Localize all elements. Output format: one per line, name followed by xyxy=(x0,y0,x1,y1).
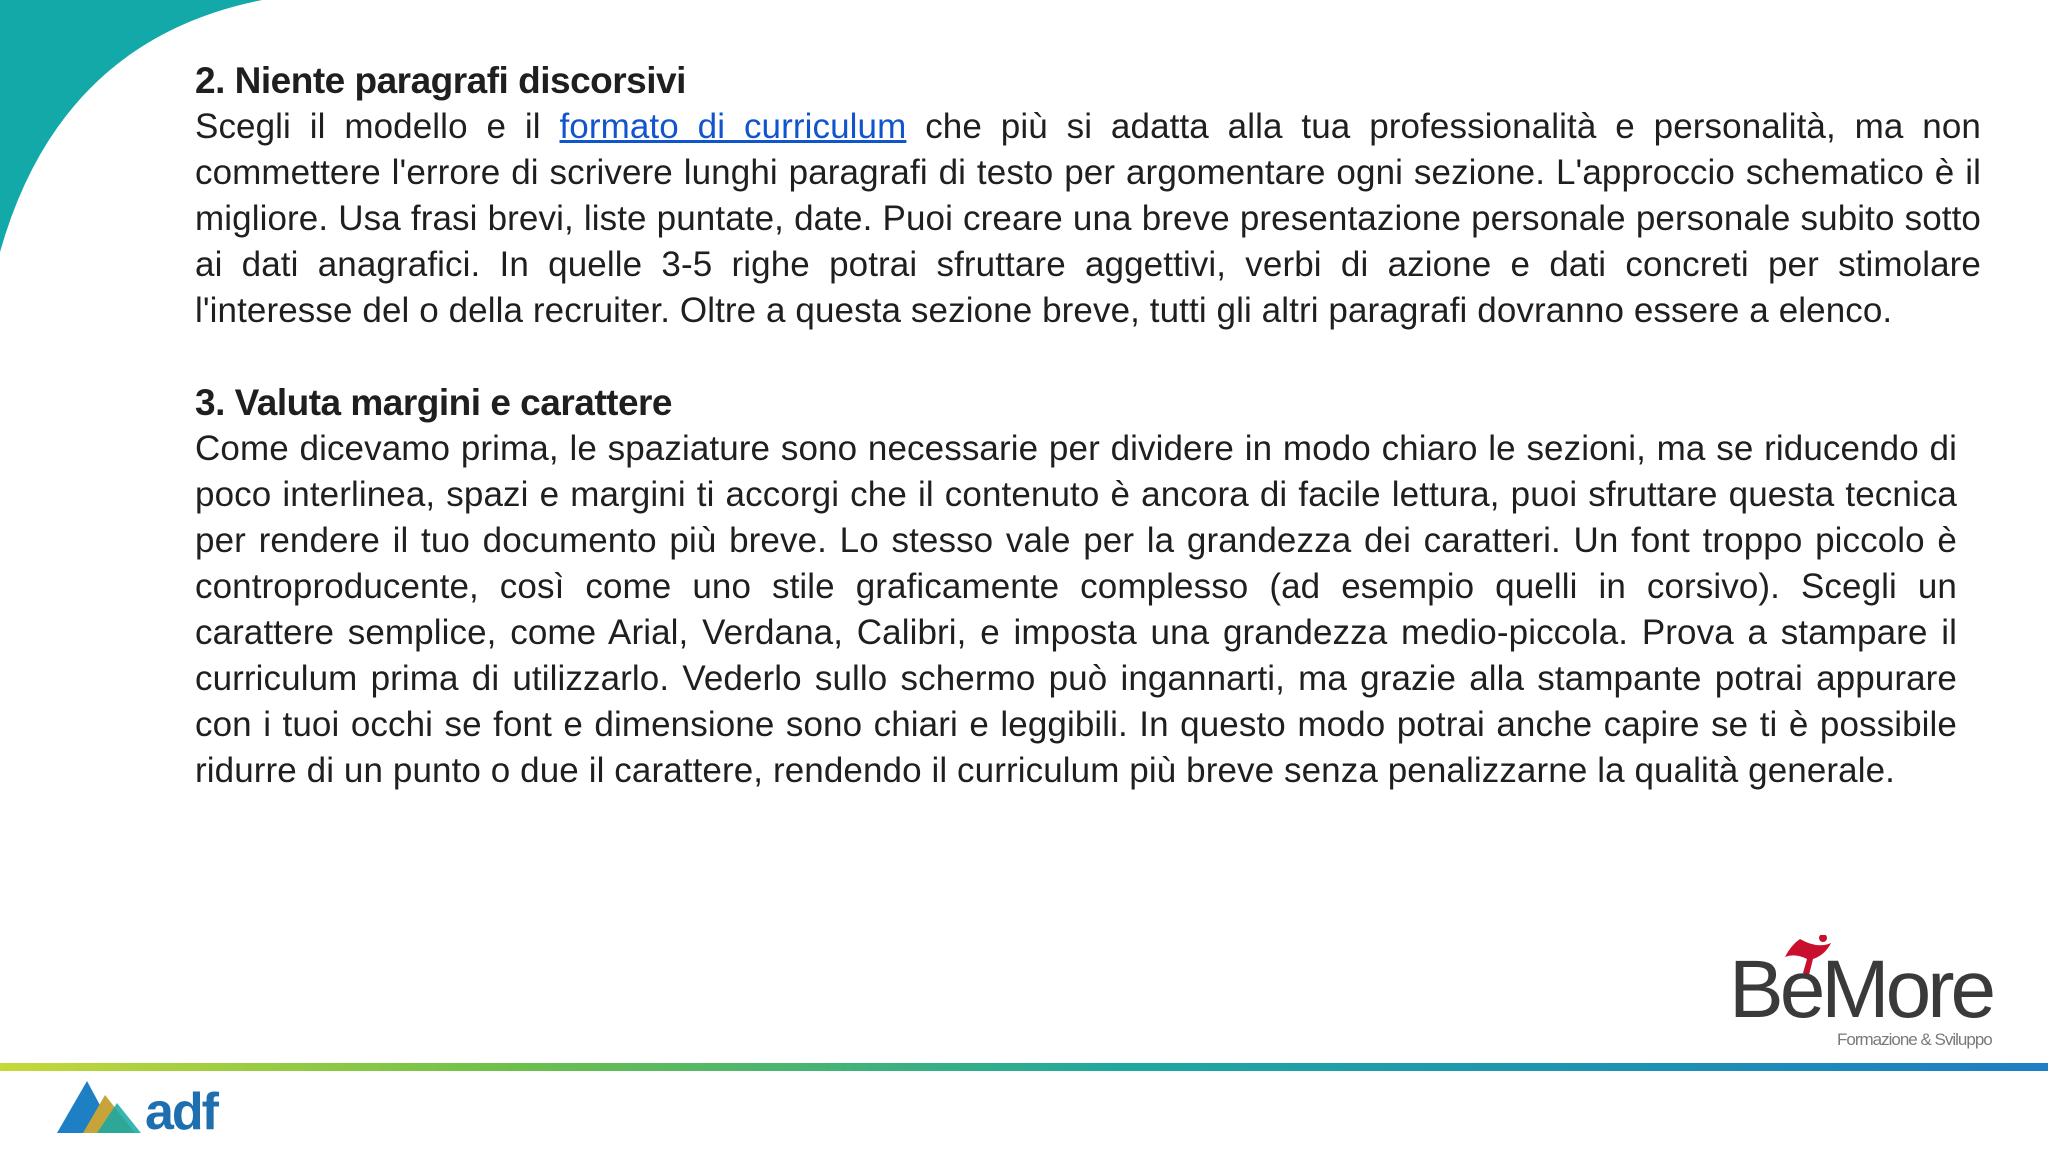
slide-content xyxy=(195,58,1981,794)
resume-format-link[interactable]: formato di curriculum xyxy=(559,107,907,146)
body-text: Scegli il modello e il xyxy=(195,107,560,146)
body-text: che più si adatta alla tua professionalità e personalità, ma non commettere l'errore di scrivere lunghi paragrafi di testo per argomentare ogni sezione. L'approccio schematico è il migliore. Usa frasi brevi, liste puntate, date. Puoi creare una breve presentazione personale personale subito sotto ai dati anagrafici. In quelle 3-5 righe potrai sfruttare aggettivi, verbi di azione e dati concreti per stimolare l'interesse del o della recruiter. Oltre a questa sezione breve, tutti gli altri paragrafi dovranno essere a elenco. xyxy=(195,107,1981,330)
bemore-tagline: Formazione & Sviluppo xyxy=(1837,1030,1992,1049)
footer-divider xyxy=(0,1063,2048,1071)
bemore-logo xyxy=(1725,935,2030,1050)
bemore-wordmark: BeMore xyxy=(1729,944,1993,1035)
adf-mountain-icon xyxy=(57,1081,141,1133)
section-body: Come dicevamo prima, le spaziature sono necessarie per dividere in modo chiaro le sezioni, ma se riducendo di poco interlinea, spazi e margini ti accorgi che il contenuto è ancora di facile lettura, puoi sfruttare questa tecnica per rendere il tuo documento più breve. Lo stesso vale per la grandezza dei caratteri. Un font troppo piccolo è controproducente, così come uno stile graficamente complesso (ad esempio quelli in corsivo). Scegli un carattere semplice, come Arial, Verdana, Calibri, e imposta una grandezza medio-piccola. Prova a stampare il curriculum prima di utilizzarlo. Vederlo sullo schermo può ingannarti, ma grazie alla stampante potrai appurare con i tuoi occhi se font e dimensione sono chiari e leggibili. In questo modo potrai anche capire se ti è possibile ridurre di un punto o due il carattere, rendendo il curriculum più breve senza penalizzarne la qualità generale. xyxy=(195,429,1957,790)
adf-logo xyxy=(57,1077,257,1135)
section-title: 3. Valuta margini e carattere xyxy=(195,382,673,423)
adf-wordmark: adf xyxy=(145,1083,217,1135)
section-margins-and-font xyxy=(195,380,1957,794)
section-title: 2. Niente paragrafi discorsivi xyxy=(195,60,686,101)
section-no-discursive-paragraphs xyxy=(195,58,1981,334)
section-body xyxy=(195,104,1981,334)
